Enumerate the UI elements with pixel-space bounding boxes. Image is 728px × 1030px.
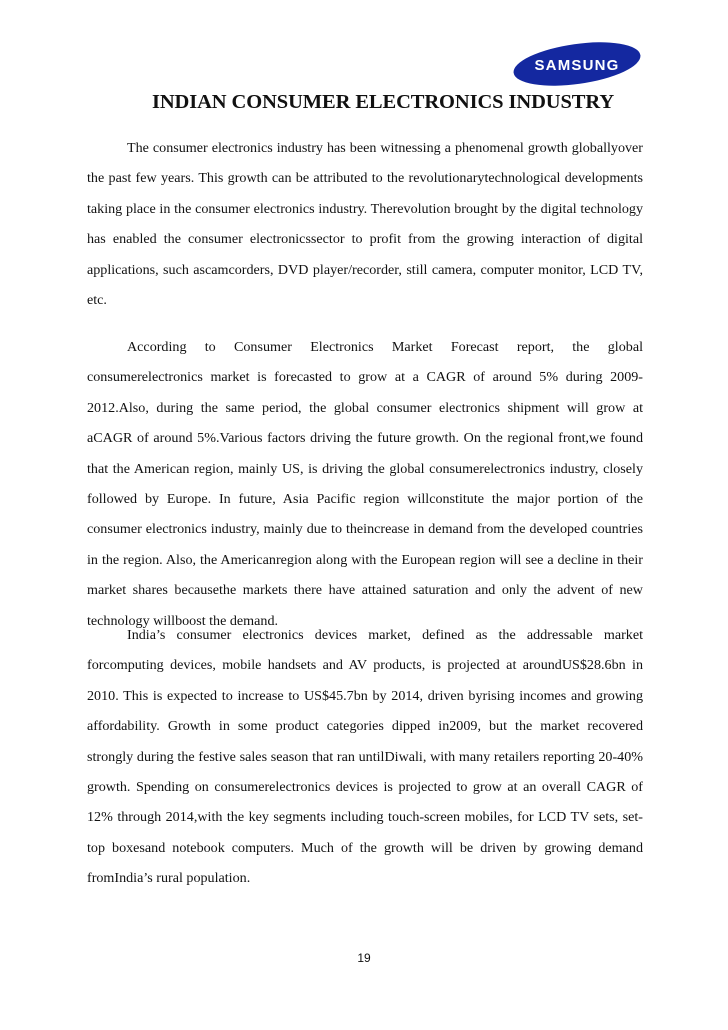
page-title: INDIAN CONSUMER ELECTRONICS INDUSTRY: [151, 91, 615, 113]
paragraph-1: The consumer electronics industry has been witnessing a phenomenal growth globallyover the past few years. This growth can be attributed to the revolutionarytechnological developments taking place in the consumer electronics industry. Therevolution brought by the digital technology has enabled the consumer electronicssector to profit from the growing interaction of digital applications, such ascamcorders, DVD player/recorder, still camera, computer monitor, LCD TV, etc.: [87, 140, 643, 309]
paragraph-3: India’s consumer electronics devices market, defined as the addressable market forcomputing devices, mobile handsets and AV products, is projected at aroundUS$28.6bn in 2010. This is expected to increase to US$45.7bn by 2014, driven byrising incomes and growing affordability. Growth in some product categories dipped in2009, but the market recovered strongly during the festive sales season that ran untilDiwali, with many retailers reporting 20-40% growth. Spending on consumerelectronics devices is projected to grow at an overall CAGR of 12% through 2014,with the key segments including touch-screen mobiles, for LCD TV sets, set-top boxesand notebook computers. Much of the growth will be driven by growing demand fromIndia’s rural population.: [87, 627, 643, 887]
logo-text: SAMSUNG: [534, 57, 620, 74]
paragraph-2: According to Consumer Electronics Market Forecast report, the global consumerelectronics market is forecasted to grow at a CAGR of around 5% during 2009-2012.Also, during the same period, the global consumer electronics shipment will grow at aCAGR of around 5%.Various factors driving the future growth. On the regional front,we found that the American region, mainly US, is driving the global consumerelectronics industry, closely followed by Europe. In future, Asia Pacific region willconstitute the major portion of the consumer electronics industry, mainly due to theincrease in demand from the developed countries in the region. Also, the Americanregion along with the European region will see a decline in their market shares becausethe markets there have attained saturation and only the advent of new technology willboost the demand.: [87, 339, 643, 629]
samsung-logo: [511, 40, 643, 88]
page-number: 19: [357, 951, 371, 965]
